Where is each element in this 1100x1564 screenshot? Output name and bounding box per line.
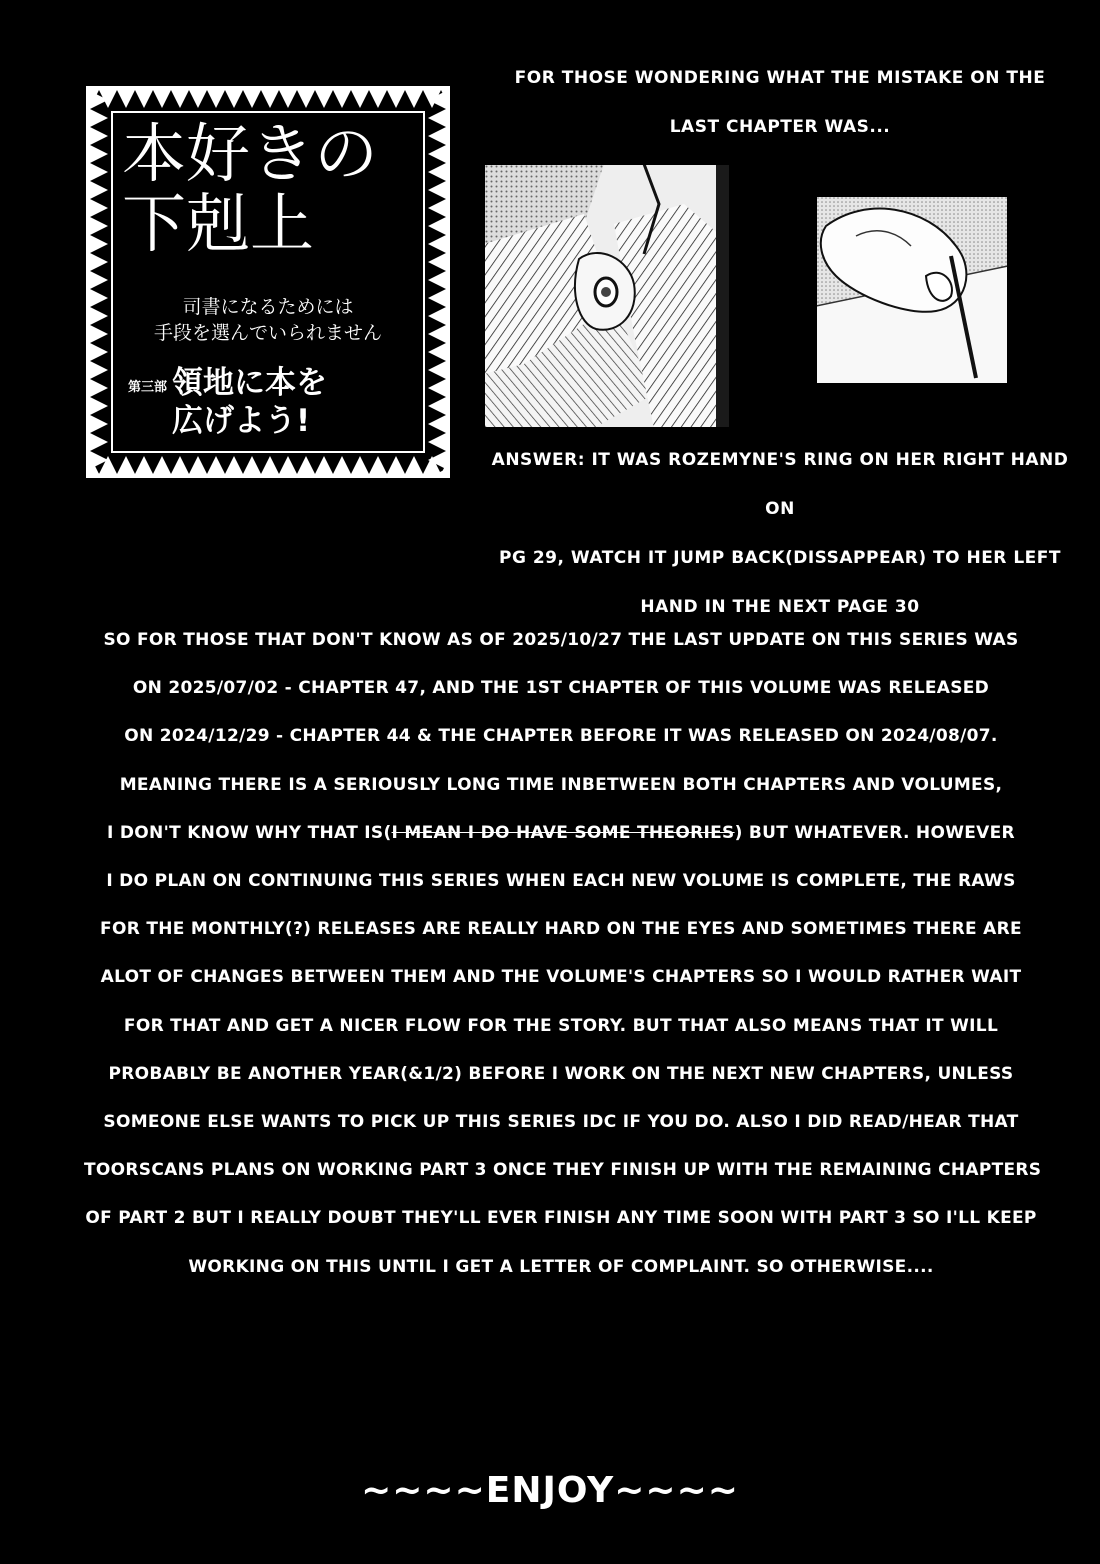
series-title: [114, 120, 422, 260]
body-line: WORKING ON THIS UNTIL I GET A LETTER OF COMPLAINT. SO OTHERWISE....: [188, 1256, 934, 1277]
series-subtitle-line2: 手段を選んでいられません: [153, 322, 382, 344]
body-line: OF PART 2 BUT I REALLY DOUBT THEY'LL EVER FINISH ANY TIME SOON WITH PART 3 SO I'LL KEEP: [85, 1208, 1037, 1229]
series-logo: [86, 86, 450, 478]
body-line: SOMEONE ELSE WANTS TO PICK UP THIS SERIES IDC IF YOU DO. ALSO I DID READ/HEAR THAT: [103, 1112, 1019, 1133]
mistake-answer-line2: PG 29, WATCH IT JUMP BACK(DISSAPPEAR) TO HER LEFT: [499, 548, 1061, 568]
part-title-line2: 広げよう!: [172, 403, 311, 439]
series-title-line2: 下剋上: [122, 188, 314, 262]
body-text: I DON'T KNOW WHY THAT IS(: [107, 822, 392, 843]
series-subtitle: [114, 294, 422, 346]
logo-content: [114, 114, 422, 450]
mistake-question: [480, 54, 1080, 152]
body-line: ALOT OF CHANGES BETWEEN THEM AND THE VOLUME'S CHAPTERS SO I WOULD RATHER WAIT: [100, 967, 1022, 988]
part-label: 第三部: [128, 380, 168, 395]
body-line: MEANING THERE IS A SERIOUSLY LONG TIME INBETWEEN BOTH CHAPTERS AND VOLUMES,: [119, 774, 1003, 795]
body-line: SO FOR THOSE THAT DON'T KNOW AS OF 2025/10/27 THE LAST UPDATE ON THIS SERIES WAS: [103, 630, 1019, 650]
part-title: [172, 364, 412, 440]
mistake-question-line1: FOR THOSE WONDERING WHAT THE MISTAKE ON THE: [514, 68, 1046, 88]
series-subtitle-line1: 司書になるためには: [182, 296, 354, 318]
series-title-line1: 本好きの: [122, 118, 378, 192]
mistake-answer-line3: HAND IN THE NEXT PAGE 30: [640, 597, 920, 617]
body-line: FOR THE MONTHLY(?) RELEASES ARE REALLY HARD ON THE EYES AND SOMETIMES THERE ARE: [100, 919, 1022, 940]
body-line: ON 2024/12/29 - CHAPTER 44 & THE CHAPTER BEFORE IT WAS RELEASED ON 2024/08/07.: [124, 726, 998, 747]
enjoy-footer: ~~~~ENJOY~~~~: [361, 1470, 739, 1511]
body-text: ) BUT WHATEVER. HOWEVER: [734, 822, 1015, 843]
body-line: TOORSCANS PLANS ON WORKING PART 3 ONCE THEY FINISH UP WITH THE REMAINING CHAPTERS: [84, 1160, 1042, 1181]
manga-panel-writing-hand: [816, 196, 1008, 384]
ring-hand-illustration: [484, 164, 730, 428]
mistake-question-line2: LAST CHAPTER WAS...: [669, 117, 891, 137]
body-line: [84, 809, 1038, 857]
body-line: PROBABLY BE ANOTHER YEAR(&1/2) BEFORE I WORK ON THE NEXT NEW CHAPTERS, UNLESS: [108, 1063, 1014, 1084]
manga-panel-ring-hand: [484, 164, 730, 428]
mistake-answer-line1: ANSWER: IT WAS ROZEMYNE'S RING ON HER RIGHT HAND ON: [491, 450, 1069, 519]
writing-hand-illustration: [816, 196, 1008, 384]
body-line: I DO PLAN ON CONTINUING THIS SERIES WHEN EACH NEW VOLUME IS COMPLETE, THE RAWS: [106, 871, 1016, 892]
body-line: ON 2025/07/02 - CHAPTER 47, AND THE 1ST CHAPTER OF THIS VOLUME WAS RELEASED: [132, 678, 990, 699]
part-title-line1: 領地に本を: [172, 365, 327, 401]
translator-note-body: [84, 616, 1042, 1291]
body-line: FOR THAT AND GET A NICER FLOW FOR THE STORY. BUT THAT ALSO MEANS THAT IT WILL: [123, 1015, 999, 1036]
mistake-answer: [480, 436, 1080, 632]
struck-text: I MEAN I DO HAVE SOME THEORIES: [391, 822, 735, 843]
